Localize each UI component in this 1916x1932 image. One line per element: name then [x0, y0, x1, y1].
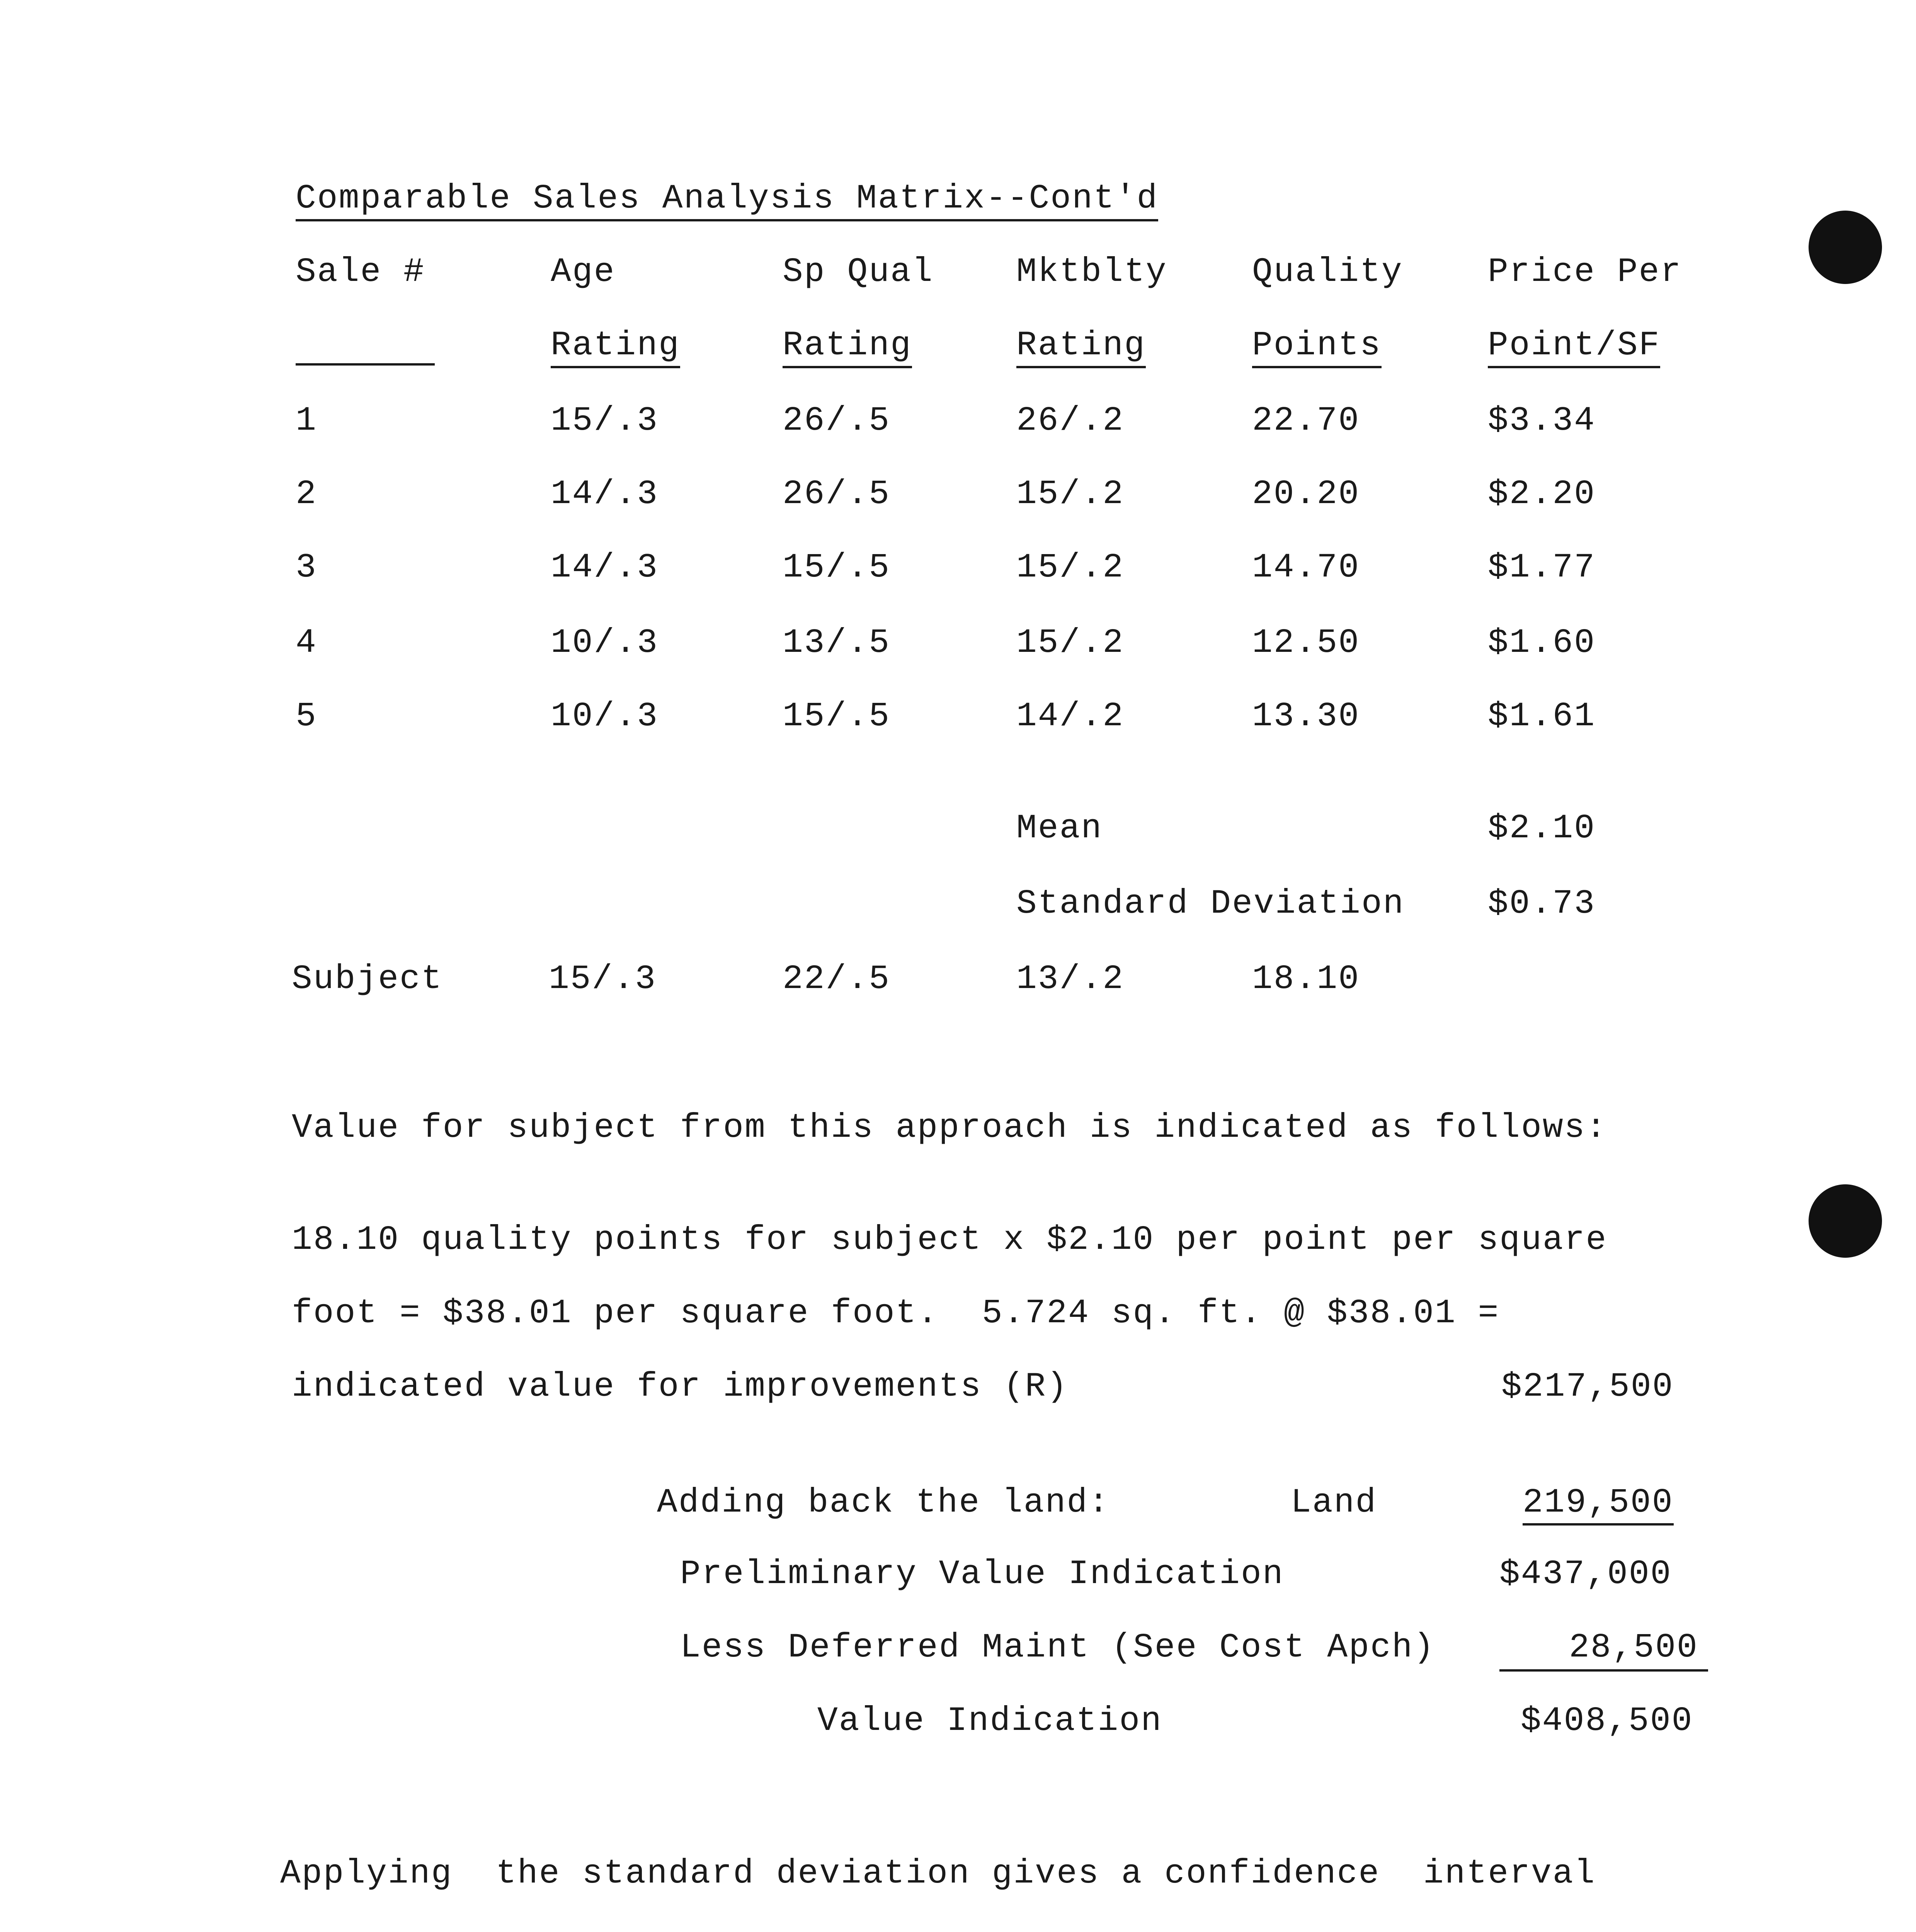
- cell-price: $1.61: [1488, 697, 1596, 736]
- cell-price: $1.77: [1488, 549, 1596, 587]
- cell-sale: 1: [296, 402, 317, 440]
- subject-age: 15/.3: [549, 960, 657, 998]
- cell-quality: 12.50: [1252, 624, 1360, 662]
- cell-age: 14/.3: [551, 475, 659, 514]
- cell-sp-qual: 26/.5: [783, 475, 891, 514]
- subject-sp-qual: 22/.5: [783, 960, 891, 998]
- header-age: Age: [551, 253, 616, 291]
- calc-line-1: 18.10 quality points for subject x $2.10 per point per square: [292, 1221, 1608, 1259]
- standard-deviation-value: $0.73: [1488, 885, 1596, 923]
- preliminary-value: $437,000: [1499, 1555, 1672, 1594]
- subject-quality: 18.10: [1252, 960, 1360, 998]
- value-indication: $408,500: [1521, 1702, 1693, 1740]
- cell-quality: 20.20: [1252, 475, 1360, 514]
- cell-sp-qual: 26/.5: [783, 402, 891, 440]
- cell-quality: 22.70: [1252, 402, 1360, 440]
- deferred-maintenance-value: 28,500: [1569, 1629, 1698, 1667]
- page-title: Comparable Sales Analysis Matrix--Cont'd: [296, 180, 1158, 221]
- conclusion-line-1: Applying the standard deviation gives a confidence interval: [280, 1855, 1596, 1893]
- calc-line-2: foot = $38.01 per square foot. 5.724 sq. ft. @ $38.01 =: [292, 1294, 1500, 1333]
- cell-price: $1.60: [1488, 624, 1596, 662]
- header-mktblty-rating: Rating: [1016, 327, 1146, 368]
- cell-sale: 5: [296, 697, 317, 736]
- cell-age: 14/.3: [551, 549, 659, 587]
- cell-quality: 13.30: [1252, 697, 1360, 736]
- adding-back-land-label: Adding back the land:: [657, 1484, 1110, 1522]
- header-sale-number: Sale #: [296, 253, 425, 291]
- cell-age: 10/.3: [551, 624, 659, 662]
- subject-mktblty: 13/.2: [1016, 960, 1125, 998]
- mean-value: $2.10: [1488, 810, 1596, 848]
- calc-line-3: indicated value for improvements (R): [292, 1368, 1069, 1406]
- header-sale-underline: [296, 363, 435, 366]
- cell-mktblty: 15/.2: [1016, 475, 1125, 514]
- land-label: Land: [1291, 1484, 1377, 1522]
- header-sp-qual: Sp Qual: [783, 253, 934, 291]
- cell-mktblty: 15/.2: [1016, 549, 1125, 587]
- header-price-per: Price Per: [1488, 253, 1682, 291]
- binder-hole-top: [1809, 211, 1882, 284]
- improvements-value: $217,500: [1501, 1368, 1674, 1406]
- standard-deviation-label: Standard Deviation: [1016, 885, 1405, 923]
- deferred-maintenance-label: Less Deferred Maint (See Cost Apch): [680, 1629, 1435, 1667]
- intro-text: Value for subject from this approach is indicated as follows:: [292, 1109, 1608, 1147]
- header-quality-points: Points: [1252, 327, 1382, 368]
- header-quality: Quality: [1252, 253, 1403, 291]
- header-sp-qual-rating: Rating: [783, 327, 912, 368]
- cell-mktblty: 15/.2: [1016, 624, 1125, 662]
- cell-quality: 14.70: [1252, 549, 1360, 587]
- cell-price: $2.20: [1488, 475, 1596, 514]
- cell-mktblty: 26/.2: [1016, 402, 1125, 440]
- cell-sale: 4: [296, 624, 317, 662]
- value-indication-label: Value Indication: [817, 1702, 1162, 1740]
- cell-sale: 2: [296, 475, 317, 514]
- binder-hole-middle: [1809, 1184, 1882, 1258]
- cell-sp-qual: 15/.5: [783, 549, 891, 587]
- cell-price: $3.34: [1488, 402, 1596, 440]
- cell-age: 10/.3: [551, 697, 659, 736]
- cell-age: 15/.3: [551, 402, 659, 440]
- subject-label: Subject: [292, 960, 443, 998]
- cell-mktblty: 14/.2: [1016, 697, 1125, 736]
- land-value: 219,500: [1523, 1484, 1674, 1526]
- preliminary-value-label: Preliminary Value Indication: [680, 1555, 1284, 1594]
- cell-sale: 3: [296, 549, 317, 587]
- header-mktblty: Mktblty: [1016, 253, 1167, 291]
- header-price-point-sf: Point/SF: [1488, 327, 1660, 368]
- header-age-rating: Rating: [551, 327, 680, 368]
- mean-label: Mean: [1016, 810, 1103, 848]
- cell-sp-qual: 13/.5: [783, 624, 891, 662]
- deferred-underline: [1499, 1669, 1708, 1672]
- cell-sp-qual: 15/.5: [783, 697, 891, 736]
